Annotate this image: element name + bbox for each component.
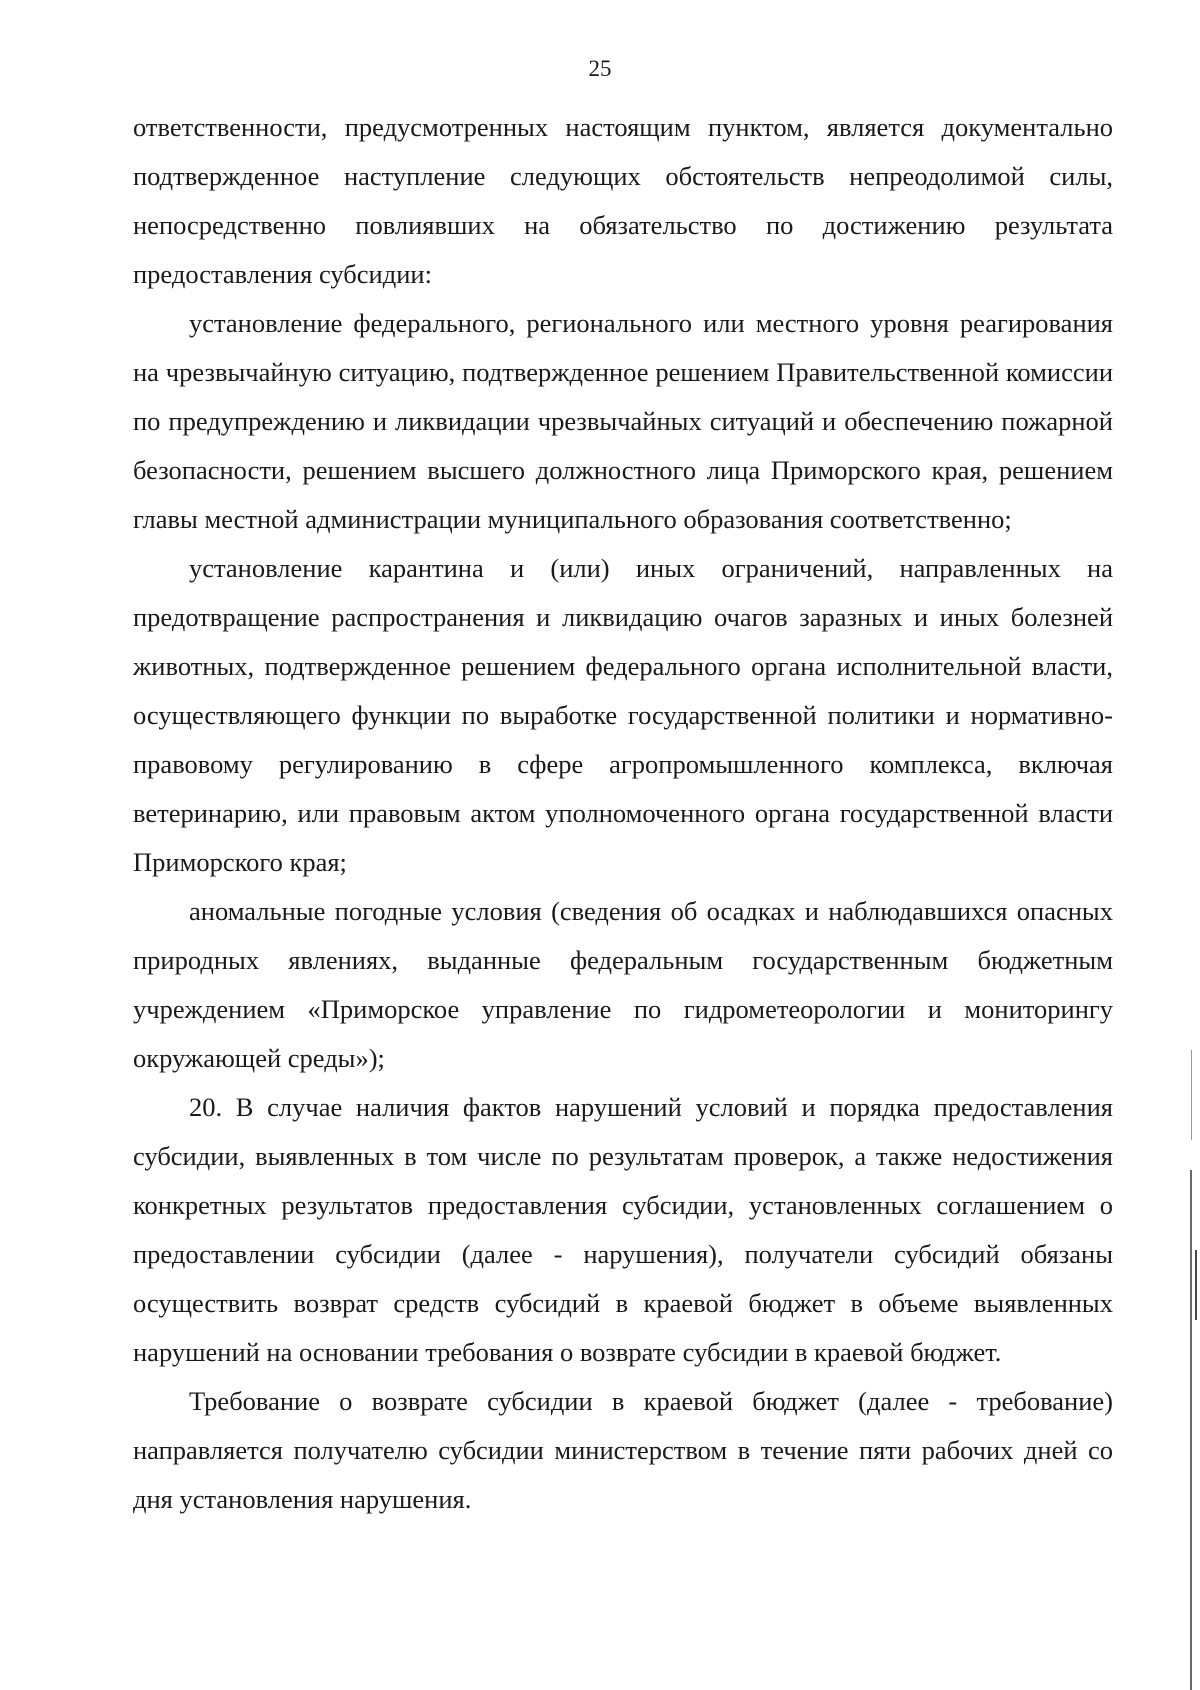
paragraph-weather-conditions: аномальные погодные условия (сведения об осадках и наблюдавшихся опасных природных явлениях, выданные федеральным государственным бюджетным учреждением «Приморское управление по гидрометеорологии и мониторингу окружающей среды»);	[133, 896, 1113, 1073]
scan-edge-line	[1190, 1170, 1192, 1690]
paragraph-item-20-violations: 20. В случае наличия фактов нарушений условий и порядка предоставления субсидии, выявленных в том числе по результатам проверок, а также недостижения конкретных результатов предоставления субсидии, установленных соглашением о предоставлении субсидии (далее - нарушения), получатели субсидий обязаны осуществить возврат средств субсидий в краевой бюджет в объеме выявленных нарушений на основании требования о возврате субсидии в краевой бюджет.	[133, 1092, 1113, 1367]
paragraph-quarantine: установление карантина и (или) иных ограничений, направленных на предотвращение распространения и ликвидацию очагов заразных и иных болезней животных, подтвержденное решением федерального органа исполнительной власти, осуществляющего функции по выработке государственной политики и нормативно-правовому регулированию в сфере агропромышленного комплекса, включая ветеринарию, или правовым актом уполномоченного органа государственной власти Приморского края;	[133, 553, 1113, 877]
page-number: 25	[588, 56, 612, 81]
scan-edge-mark	[1191, 1050, 1192, 1140]
document-body	[133, 103, 1113, 1524]
paragraph-emergency-response: установление федерального, регионального или местного уровня реагирования на чрезвычайную ситуацию, подтвержденное решением Правительственной комиссии по предупреждению и ликвидации чрезвычайных ситуаций и обеспечению пожарной безопасности, решением высшего должностного лица Приморского края, решением главы местной администрации муниципального образования соответственно;	[133, 308, 1113, 534]
paragraph-force-majeure-intro: ответственности, предусмотренных настоящим пунктом, является документально подтвержденное наступление следующих обстоятельств непреодолимой силы, непосредственно повлиявших на обязательство по достижению результата предоставления субсидии:	[133, 112, 1113, 289]
scan-edge-shadow	[1195, 1250, 1197, 1320]
paragraph-refund-demand: Требование о возврате субсидии в краевой бюджет (далее - требование) направляется получателю субсидии министерством в течение пяти рабочих дней со дня установления нарушения.	[133, 1386, 1113, 1514]
